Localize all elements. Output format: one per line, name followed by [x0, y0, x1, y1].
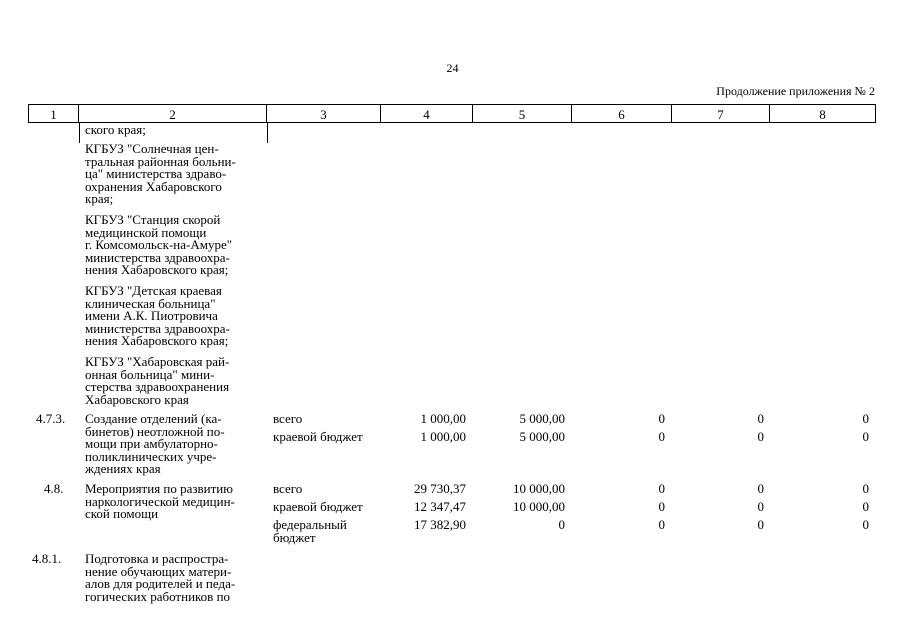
table-header [28, 104, 876, 123]
cell-col-8: 0 [862, 499, 869, 514]
cell-col-7: 0 [757, 499, 764, 514]
header-col-2: 2 [79, 104, 267, 123]
header-col-7: 7 [672, 104, 770, 123]
cell-col-4: 1 000,00 [420, 411, 466, 426]
cell-col-4: 1 000,00 [420, 429, 466, 444]
page-number: 24 [446, 61, 459, 75]
cell-col-8: 0 [862, 411, 869, 426]
org-item: КГБУЗ "Станция скорой медицинской помощи г. Комсомольск-на-Амуре" министерства здравоохра- нения Хабаровского края; [85, 212, 233, 277]
cell-col-4: 29 730,37 [414, 481, 466, 496]
cell-col-5: 10 000,00 [513, 499, 565, 514]
header-col-8: 8 [770, 104, 876, 123]
funding-source: всего [273, 481, 303, 496]
header-col-6: 6 [572, 104, 672, 123]
cell-col-7: 0 [757, 411, 764, 426]
funding-source: краевой бюджет [273, 429, 363, 444]
cell-col-4: 12 347,47 [414, 499, 466, 514]
org-item: КГБУЗ "Солнечная цен- тральная районная больни- ца" министерства здраво- охранения Хабаровского края; [85, 141, 236, 206]
row-name: Мероприятия по развитию наркологической медицин- ской помощи [85, 481, 235, 521]
cell-col-6: 0 [658, 481, 665, 496]
org-item: ского края; [85, 122, 146, 137]
org-item: КГБУЗ "Детская краевая клиническая больница" имени А.К. Пиотровича министерства здравоохра- нения Хабаровского края; [85, 283, 230, 348]
row-number: 4.8.1. [32, 551, 62, 566]
org-item: КГБУЗ "Хабаровская рай- онная больница" мини- стерства здравоохранения Хабаровского края [85, 354, 230, 407]
continuation-label: Продолжение приложения № 2 [716, 84, 875, 98]
header-col-1: 1 [28, 104, 79, 123]
cell-col-5: 5 000,00 [519, 411, 565, 426]
cell-col-4: 17 382,90 [414, 517, 466, 532]
cell-col-7: 0 [757, 429, 764, 444]
header-col-5: 5 [473, 104, 572, 123]
row-name: Создание отделений (ка- бинетов) неотложной по- мощи при амбулаторно- поликлинических учре- ждениях края [85, 411, 225, 476]
cell-col-5: 0 [558, 517, 565, 532]
cell-col-8: 0 [862, 481, 869, 496]
header-col-3: 3 [267, 104, 381, 123]
cell-col-6: 0 [658, 429, 665, 444]
funding-source: краевой бюджет [273, 499, 363, 514]
funding-source: федеральный бюджет [273, 517, 347, 545]
row-name: Подготовка и распростра- нение обучающих матери- алов для родителей и педа- гогических работников по [85, 551, 236, 604]
cell-col-6: 0 [658, 411, 665, 426]
col-divider [79, 123, 80, 143]
row-number: 4.8. [44, 481, 64, 496]
cell-col-5: 10 000,00 [513, 481, 565, 496]
cell-col-6: 0 [658, 517, 665, 532]
cell-col-5: 5 000,00 [519, 429, 565, 444]
cell-col-8: 0 [862, 429, 869, 444]
cell-col-7: 0 [757, 481, 764, 496]
cell-col-8: 0 [862, 517, 869, 532]
funding-source: всего [273, 411, 303, 426]
header-col-4: 4 [381, 104, 473, 123]
cell-col-6: 0 [658, 499, 665, 514]
col-divider [267, 123, 268, 143]
cell-col-7: 0 [757, 517, 764, 532]
row-number: 4.7.3. [36, 411, 66, 426]
